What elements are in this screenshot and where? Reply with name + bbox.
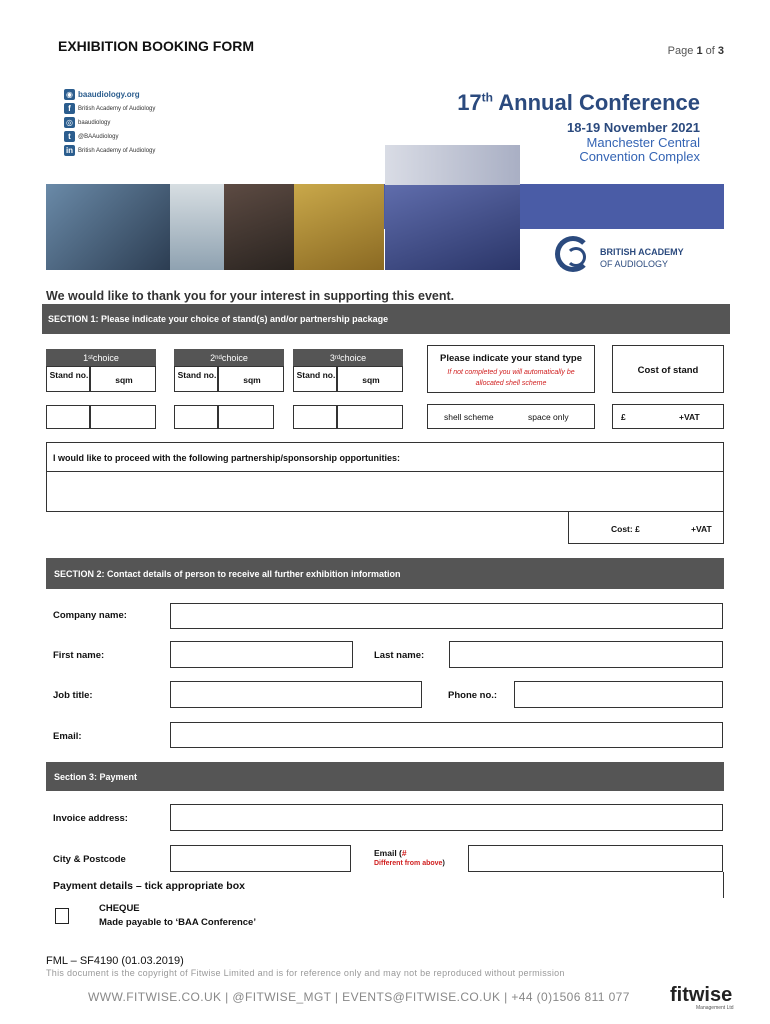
conference-dates: 18-19 November 2021 [567, 120, 700, 135]
company-name-label: Company name: [53, 610, 127, 621]
payment-email-label: Email (# [374, 848, 407, 858]
conference-venue: Manchester Central Convention Complex [579, 135, 700, 164]
baa-logo-line2: OF AUDIOLOGY [600, 259, 669, 269]
partnership-input[interactable] [46, 471, 724, 512]
choice-3-stand-no-input[interactable] [293, 405, 337, 429]
social-facebook[interactable]: f British Academy of Audiology [64, 102, 155, 116]
invoice-address-label: Invoice address: [53, 813, 128, 824]
last-name-input[interactable] [449, 641, 723, 668]
email-input[interactable] [170, 722, 723, 748]
choice-3-sqm-input[interactable] [337, 405, 403, 429]
choice-3-table: 3 rd choice Stand no. sqm [293, 349, 403, 399]
cost-of-stand-box: Cost of stand [612, 345, 724, 393]
city-postcode-label: City & Postcode [53, 854, 126, 865]
poster-photo [170, 184, 224, 270]
baa-logo-icon [555, 236, 591, 272]
page-title: EXHIBITION BOOKING FORM [58, 38, 254, 54]
thank-you-text: We would like to thank you for your interest in supporting this event. [46, 289, 455, 303]
job-title-input[interactable] [170, 681, 422, 708]
cheque-payable-text: Made payable to ‘BAA Conference’ [99, 917, 256, 928]
social-links [64, 88, 155, 158]
form-code: FML – SF4190 (01.03.2019) [46, 955, 184, 967]
partnership-label-box: I would like to proceed with the following partnership/sponsorship opportunities: [46, 442, 724, 472]
baa-logo-line1: BRITISH ACADEMY [600, 247, 684, 257]
twitter-icon: t [64, 131, 75, 142]
globe-icon: ◉ [64, 89, 75, 100]
phone-label: Phone no.: [448, 690, 498, 701]
conference-title: 17th Annual Conference [457, 90, 700, 115]
social-twitter[interactable]: t @BAAudiology [64, 130, 155, 144]
page-number: Page 1 of 3 [667, 45, 724, 57]
last-name-label: Last name: [374, 650, 425, 661]
section2-header: SECTION 2: Contact details of person to receive all further exhibition information [46, 558, 724, 589]
cost-of-stand-input[interactable]: £ +VAT [612, 404, 724, 429]
fitwise-logo: fitwise [670, 984, 733, 1006]
stand-type-options [427, 404, 595, 429]
speaker-photo [46, 184, 170, 270]
social-linkedin[interactable]: in British Academy of Audiology [65, 146, 156, 156]
exhibition-photo [294, 184, 384, 270]
choice-2-sqm-input[interactable] [218, 405, 274, 429]
shell-scheme-option[interactable]: shell scheme [444, 412, 494, 422]
choice-1-sqm-input[interactable] [90, 405, 156, 429]
facebook-icon: f [64, 103, 75, 114]
social-instagram[interactable]: ◎ baaudiology [66, 118, 111, 128]
job-title-label: Job title: [53, 690, 93, 701]
email-label: Email: [53, 731, 82, 742]
copyright-text: This document is the copyright of Fitwise Limited and is for reference only and may not be reproduced without permission [46, 968, 565, 978]
delegates-photo [224, 184, 294, 270]
instagram-icon: ◎ [64, 117, 75, 128]
payment-email-note: Different from above) [374, 860, 445, 867]
footer-contact: WWW.FITWISE.CO.UK | @FITWISE_MGT | EVENTS@FITWISE.CO.UK | +44 (0)1506 811 077 [88, 990, 630, 1004]
section3-header: Section 3: Payment [46, 762, 724, 791]
choice-2-header: 2 nd choice [174, 349, 284, 366]
divider [723, 872, 724, 898]
phone-input[interactable] [514, 681, 723, 708]
partnership-cost-input[interactable]: Cost: £ +VAT [568, 511, 724, 544]
choice-2-table: 2 nd choice Stand no. sqm [174, 349, 284, 399]
space-only-option[interactable]: space only [528, 412, 569, 422]
fitwise-logo-subtitle: Management Ltd [696, 1005, 734, 1011]
choice-2-stand-no-input[interactable] [174, 405, 218, 429]
choice-3-header: 3 rd choice [293, 349, 403, 366]
cheque-label: CHEQUE [99, 903, 140, 914]
cheque-checkbox[interactable] [55, 908, 69, 924]
section1-header: SECTION 1: Please indicate your choice of stand(s) and/or partnership package [42, 304, 730, 334]
first-name-label: First name: [53, 650, 105, 661]
social-website[interactable]: ◉ baaudiology.org [66, 90, 140, 100]
choice-1-table: 1 st choice Stand no. sqm [46, 349, 156, 399]
invoice-address-input[interactable] [170, 804, 723, 831]
first-name-input[interactable] [170, 641, 353, 668]
choice-1-stand-no-input[interactable] [46, 405, 90, 429]
stand-type-box: Please indicate your stand type If not completed you will automatically be allocated shell scheme [427, 345, 595, 393]
company-name-input[interactable] [170, 603, 723, 629]
hand-photo [385, 145, 520, 185]
choice-1-header: 1 st choice [46, 349, 156, 366]
payment-details-label: Payment details – tick appropriate box [53, 880, 245, 892]
payment-email-input[interactable] [468, 845, 723, 872]
linkedin-icon: in [65, 146, 74, 156]
city-postcode-input[interactable] [170, 845, 351, 872]
